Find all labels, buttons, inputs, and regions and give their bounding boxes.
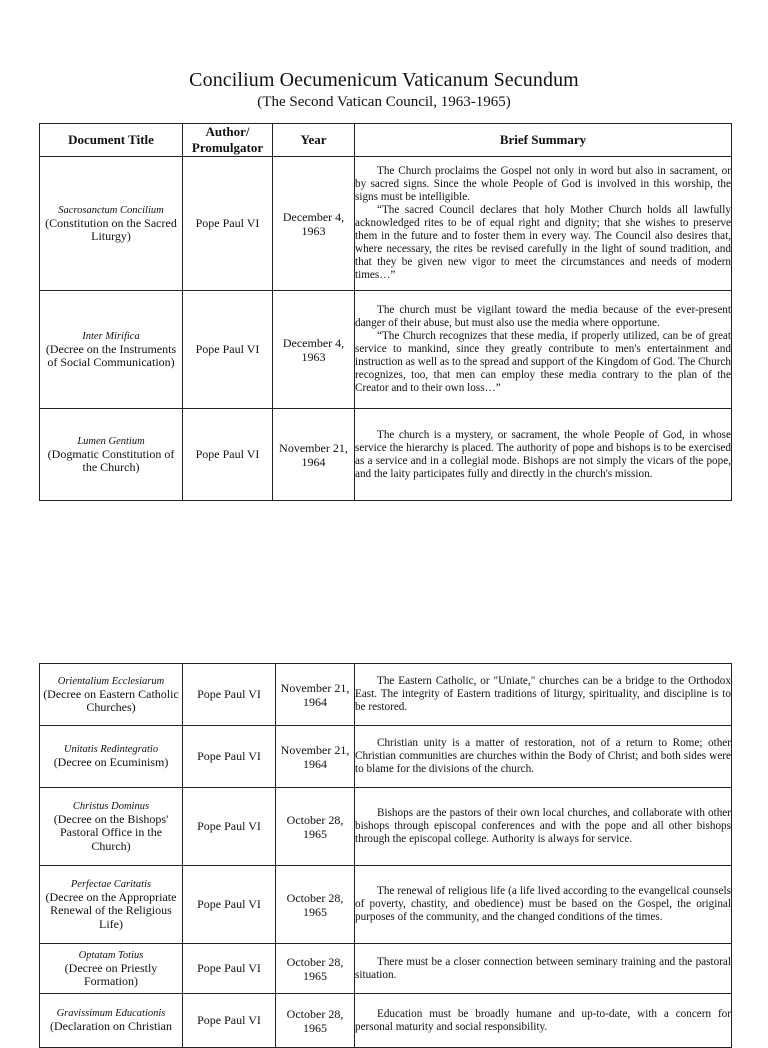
summary-cell	[355, 157, 732, 291]
summary-paragraph: “The Church recognizes that these media, if properly utilized, can be of great service to mankind, since they greatly contribute to men's entertainment and instruction as well as to the spread and support of the Kingdom of God. The Church recognizes, too, that men can employ these media contrary to the plan of the Creator and to their own loss…”	[355, 330, 731, 394]
year-cell	[273, 157, 355, 291]
year-date: November 21,	[279, 440, 348, 455]
table-body-part1	[40, 157, 732, 501]
table-row	[40, 726, 732, 788]
year-number: 1963	[301, 349, 326, 364]
summary-cell	[355, 291, 732, 409]
council-documents-table-part2	[39, 663, 732, 1048]
document-description: (Constitution on the Sacred Liturgy)	[45, 215, 177, 243]
summary-paragraph: The church is a mystery, or sacrament, the whole People of God, in whose service the hierarchy is placed. The authority of pope and bishops is to be exercised as a service and in a collegial mode. Bishops are not simply the vicars of the pope, and the laity participates fully and directly in the church's mission.	[355, 428, 731, 480]
document-title-cell	[40, 291, 183, 409]
header-document-title: Document Title	[40, 124, 183, 157]
summary-paragraph: The renewal of religious life (a life lived according to the evangelical counsels of poverty, chastity, and obedience) must be based on the Gospel, the original purposes of the community, and the changed conditions of the times.	[355, 885, 731, 923]
council-documents-table-part1	[39, 123, 732, 501]
year-cell	[273, 409, 355, 501]
document-latin-title: Unitatis Redintegratio	[63, 744, 159, 756]
table-row	[40, 409, 732, 501]
document-description: (Decree on the Bishops' Pastoral Office in the Church)	[53, 811, 169, 853]
document-latin-title: Optatam Totius	[78, 949, 144, 961]
document-latin-title: Inter Mirifica	[82, 330, 140, 342]
year-number: 1963	[301, 223, 326, 238]
year-number: 1965	[303, 904, 327, 919]
table-header-row	[40, 124, 732, 157]
year-date: October 28,	[286, 812, 344, 827]
document-description: (Decree on the Appropriate Renewal of the Religious Life)	[45, 889, 177, 931]
document-description: (Dogmatic Constitution of the Church)	[47, 446, 175, 474]
year-cell	[276, 726, 355, 788]
year-date: October 28,	[286, 1006, 344, 1021]
year-date: October 28,	[286, 954, 344, 969]
summary-cell	[355, 788, 732, 866]
year-date: November 21,	[280, 742, 350, 757]
summary-paragraph: Christian unity is a matter of restoration, not of a return to Rome; other Christian communities are churches within the Body of Christ; and both sides were to blame for the divisions of the church.	[355, 737, 731, 775]
author-cell: Pope Paul VI	[183, 866, 276, 944]
year-date: November 21,	[280, 680, 350, 695]
year-number: 1965	[303, 1020, 327, 1035]
year-number: 1964	[303, 756, 327, 771]
document-latin-title: Gravissimum Educationis	[56, 1008, 166, 1020]
table-row	[40, 157, 732, 291]
table-row	[40, 788, 732, 866]
summary-cell	[355, 944, 732, 994]
document-latin-title: Orientalium Ecclesiarum	[57, 675, 165, 687]
document-title-cell	[40, 409, 183, 501]
document-latin-title: Christus Dominus	[72, 800, 150, 812]
summary-paragraph: “The sacred Council declares that holy Mother Church holds all lawfully acknowledged rites to be of equal right and dignity; that she wishes to preserve them in the future and to foster them in every way. The Council also desires that, where necessary, the rites be revised carefully in the light of sound tradition, and that they be given new vigor to meet the circumstances and needs of modern times…”	[355, 204, 731, 281]
table-row	[40, 291, 732, 409]
table-row	[40, 866, 732, 944]
author-cell: Pope Paul VI	[183, 409, 273, 501]
year-cell	[273, 291, 355, 409]
year-number: 1965	[303, 968, 327, 983]
summary-paragraph: Education must be broadly humane and up-to-date, with a concern for personal maturity and social responsibility.	[355, 1007, 731, 1033]
year-date: October 28,	[286, 890, 344, 905]
document-latin-title: Sacrosanctum Concilium	[58, 204, 164, 216]
summary-cell	[355, 409, 732, 501]
author-cell: Pope Paul VI	[183, 788, 276, 866]
year-cell	[276, 994, 355, 1048]
document-title-cell	[40, 664, 183, 726]
summary-cell	[355, 726, 732, 788]
author-cell: Pope Paul VI	[183, 664, 276, 726]
year-date: December 4,	[282, 335, 345, 350]
document-description: (Decree on Eastern Catholic Churches)	[43, 686, 179, 714]
header-brief-summary: Brief Summary	[355, 124, 732, 157]
year-cell	[276, 944, 355, 994]
author-cell: Pope Paul VI	[183, 726, 276, 788]
year-number: 1965	[303, 826, 327, 841]
header-year: Year	[273, 124, 355, 157]
year-cell	[276, 664, 355, 726]
summary-paragraph: There must be a closer connection between seminary training and the pastoral situation.	[355, 955, 731, 981]
header-author-line1: Author/	[205, 124, 250, 139]
document-description: (Declaration on Christian	[50, 1019, 172, 1034]
header-author-line2: Promulgator	[191, 140, 264, 155]
page-subtitle: (The Second Vatican Council, 1963-1965)	[257, 94, 511, 110]
author-cell: Pope Paul VI	[183, 157, 273, 291]
document-title-cell	[40, 157, 183, 291]
summary-cell	[355, 994, 732, 1048]
table-body-part2	[40, 664, 732, 1048]
summary-paragraph: The church must be vigilant toward the media because of the ever-present danger of their abuse, but must also use the media where opportune.	[355, 304, 731, 329]
document-title-cell	[40, 726, 183, 788]
document-title-cell	[40, 788, 183, 866]
table-row	[40, 944, 732, 994]
summary-cell	[355, 866, 732, 944]
table-row	[40, 994, 732, 1048]
document-title-cell	[40, 944, 183, 994]
document-description: (Decree on Priestly Formation)	[64, 960, 158, 988]
document-title-cell	[40, 994, 183, 1048]
document-description: (Decree on the Instruments of Social Communication)	[45, 341, 177, 369]
summary-paragraph: The Church proclaims the Gospel not only in word but also in sacrament, or by sacred signs. Since the whole People of God is involved in this worship, the signs must be intelligible.	[355, 165, 731, 203]
year-date: December 4,	[282, 209, 345, 224]
document-latin-title: Perfectae Caritatis	[70, 878, 152, 890]
document-latin-title: Lumen Gentium	[77, 435, 145, 447]
year-cell	[276, 788, 355, 866]
table-row	[40, 664, 732, 726]
summary-paragraph: The Eastern Catholic, or "Uniate," churches can be a bridge to the Orthodox East. The integrity of Eastern traditions of liturgy, spirituality, and discipline is to be restored.	[355, 675, 731, 713]
summary-paragraph: Bishops are the pastors of their own local churches, and collaborate with other bishops through episcopal conferences and with the pope and all other bishops through the episcopal college. Authority is always for service.	[355, 807, 731, 845]
year-number: 1964	[303, 694, 327, 709]
author-cell: Pope Paul VI	[183, 291, 273, 409]
summary-cell	[355, 664, 732, 726]
document-title-cell	[40, 866, 183, 944]
header-author	[183, 124, 273, 157]
author-cell: Pope Paul VI	[183, 944, 276, 994]
year-cell	[276, 866, 355, 944]
author-cell: Pope Paul VI	[183, 994, 276, 1048]
year-number: 1964	[301, 454, 326, 469]
page-title: Concilium Oecumenicum Vaticanum Secundum	[189, 69, 579, 91]
document-description: (Decree on Ecuminism)	[53, 755, 169, 770]
